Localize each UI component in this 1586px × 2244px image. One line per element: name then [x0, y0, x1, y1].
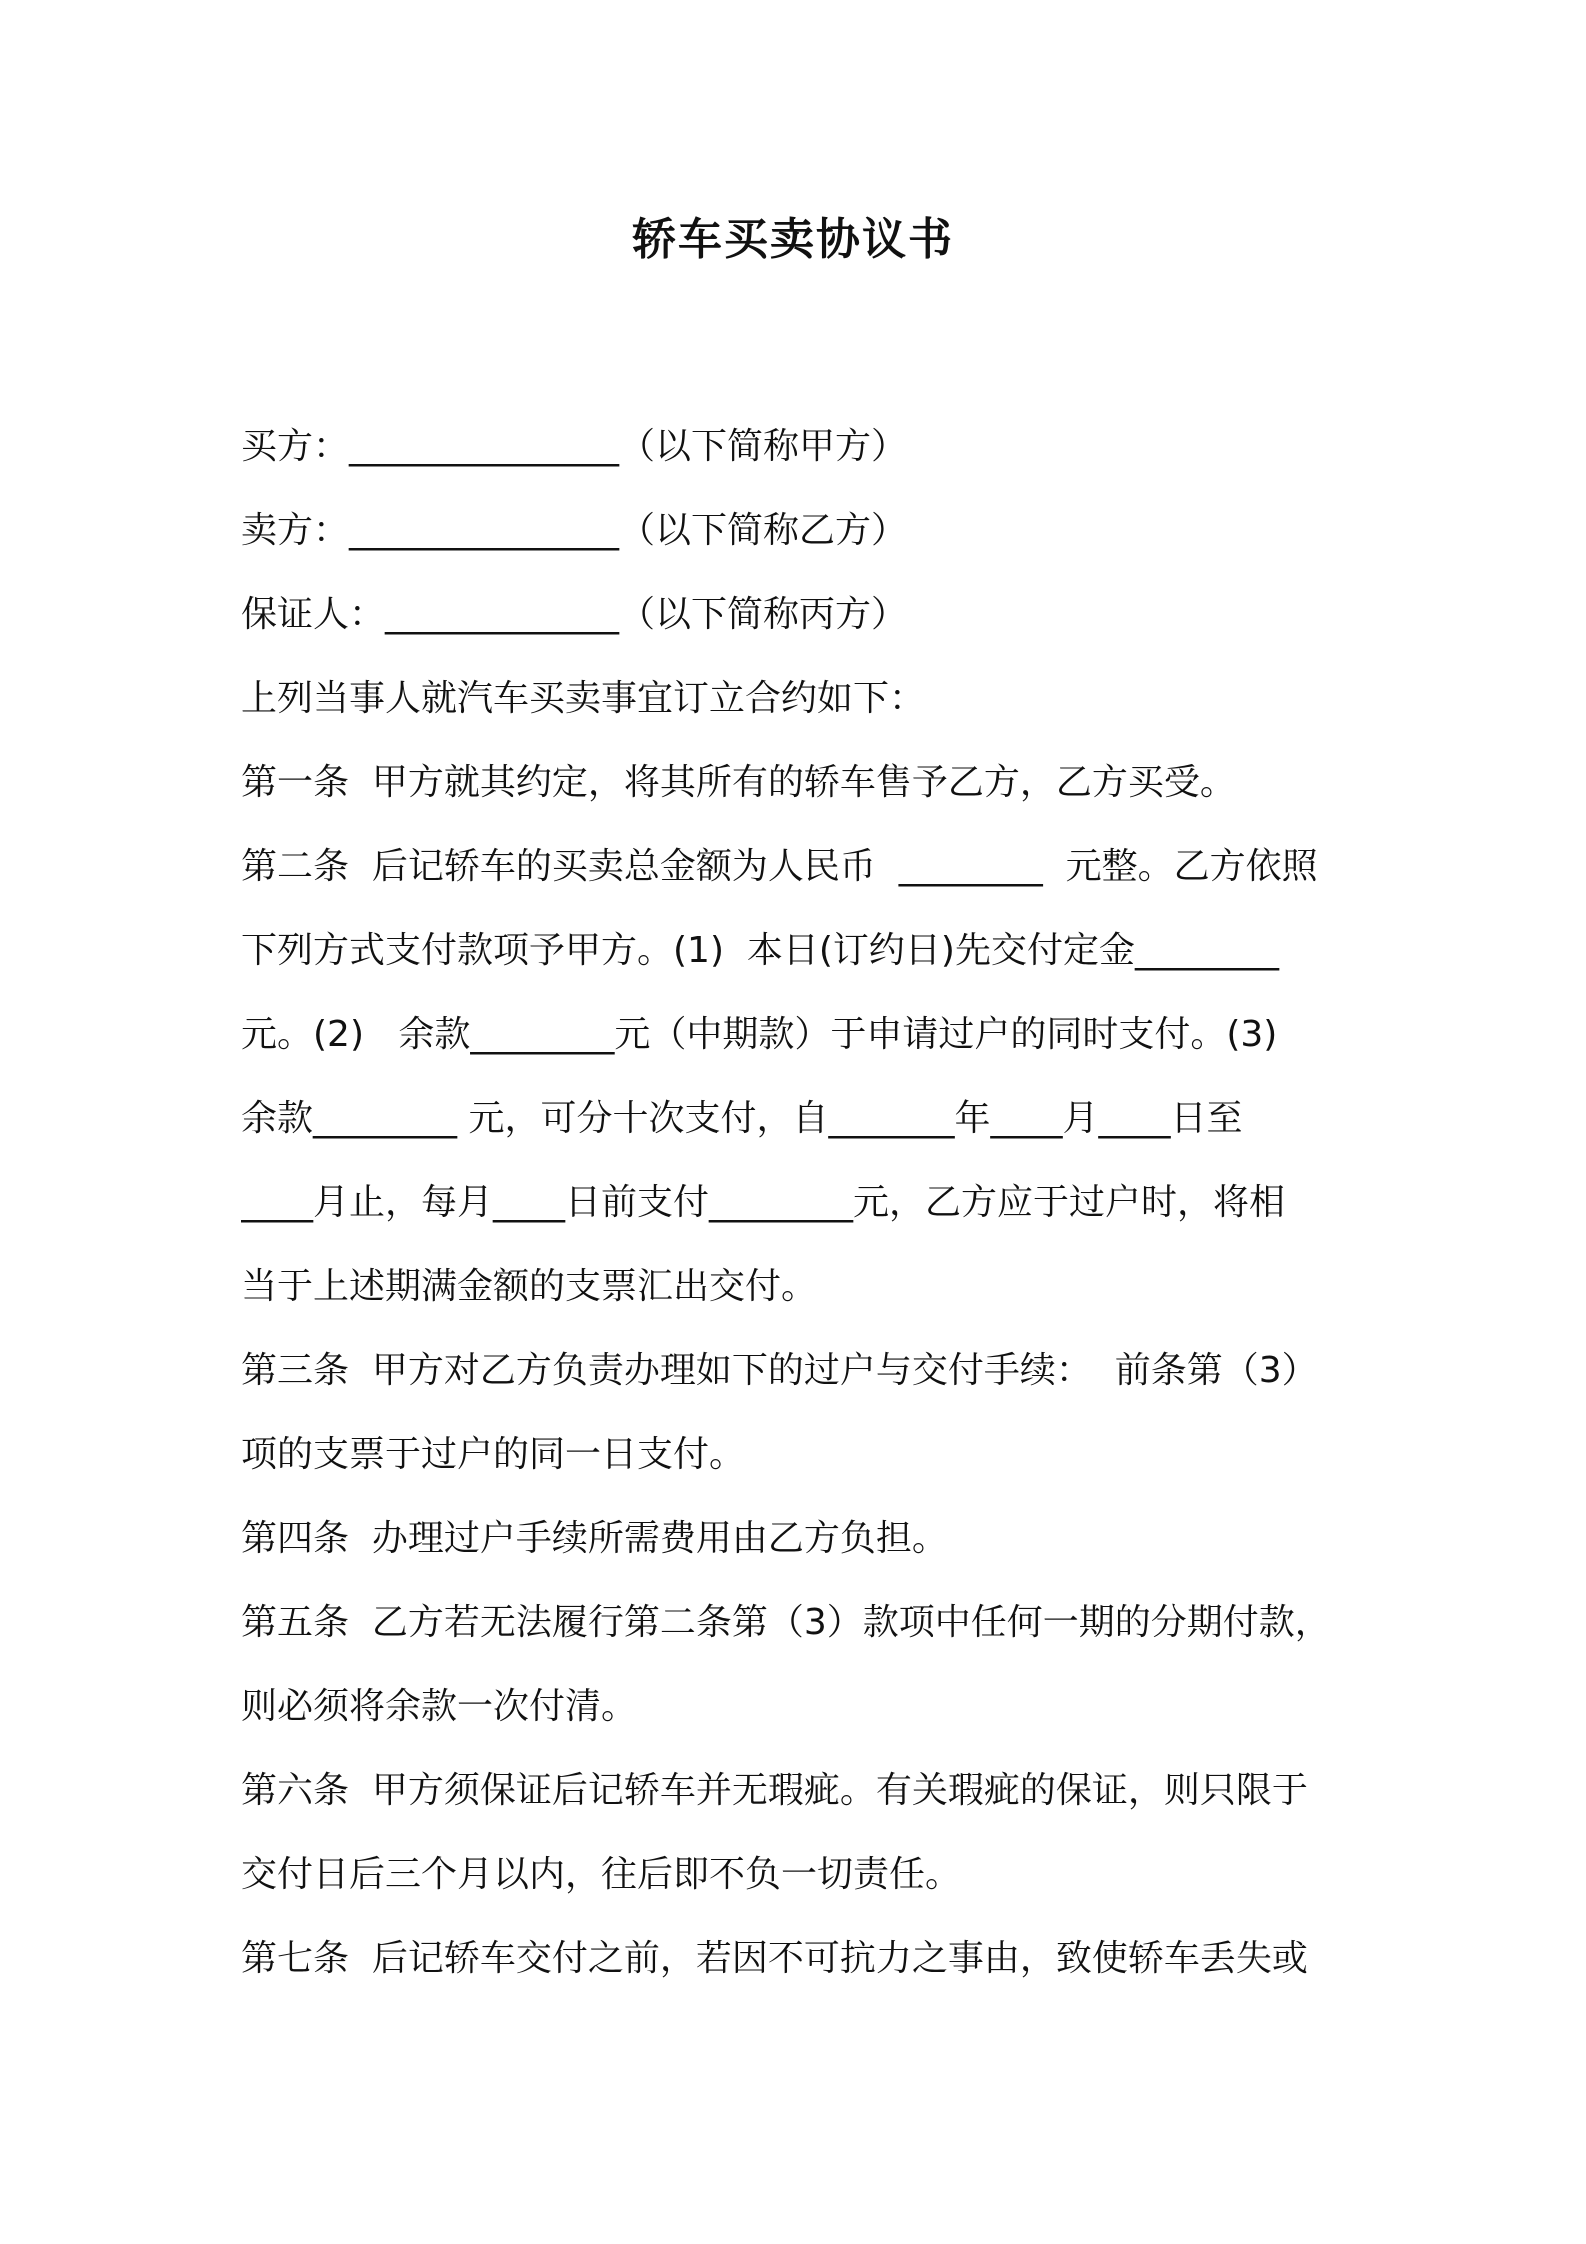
party-buyer-line: 买方：_______________（以下简称甲方）: [241, 426, 908, 467]
article-6-line-1: 第六条 甲方须保证后记轿车并无瑕疵。有关瑕疵的保证，则只限于: [241, 1770, 1308, 1811]
article-2-line-3: 元。(2) 余款________元（中期款）于申请过户的同时支付。(3): [241, 1014, 1278, 1055]
article-2-line-5: ____月止，每月____日前支付________元，乙方应于过户时，将相: [241, 1182, 1286, 1223]
article-4-line: 第四条 办理过户手续所需费用由乙方负担。: [241, 1518, 948, 1559]
article-5-line-2: 则必须将余款一次付清。: [241, 1686, 638, 1727]
article-5-line-1: 第五条 乙方若无法履行第二条第（3）款项中任何一期的分期付款，: [241, 1602, 1331, 1643]
article-6-line-2: 交付日后三个月以内，往后即不负一切责任。: [241, 1854, 962, 1895]
article-2-line-6: 当于上述期满金额的支票汇出交付。: [241, 1266, 818, 1307]
document-title: 轿车买卖协议书: [632, 214, 954, 265]
preamble-line: 上列当事人就汽车买卖事宜订立合约如下：: [241, 678, 926, 719]
article-2-line-1: 第二条 后记轿车的买卖总金额为人民币 ________ 元整。乙方依照: [241, 846, 1318, 887]
party-guarantor-line: 保证人：_____________（以下简称丙方）: [241, 594, 908, 635]
article-3-line-2: 项的支票于过户的同一日支付。: [241, 1434, 746, 1475]
article-7-line-1: 第七条 后记轿车交付之前，若因不可抗力之事由，致使轿车丢失或: [241, 1938, 1308, 1979]
article-2-line-2: 下列方式支付款项予甲方。(1) 本日(订约日)先交付定金________: [241, 930, 1279, 971]
document-body: [241, 405, 1361, 2001]
article-2-line-4: 余款________ 元，可分十次支付，自_______年____月____日至: [241, 1098, 1243, 1139]
article-1-line: 第一条 甲方就其约定，将其所有的轿车售予乙方，乙方买受。: [241, 762, 1236, 803]
party-seller-line: 卖方：_______________（以下简称乙方）: [241, 510, 908, 551]
article-3-line-1: 第三条 甲方对乙方负责办理如下的过户与交付手续： 前条第（3）: [241, 1350, 1318, 1391]
